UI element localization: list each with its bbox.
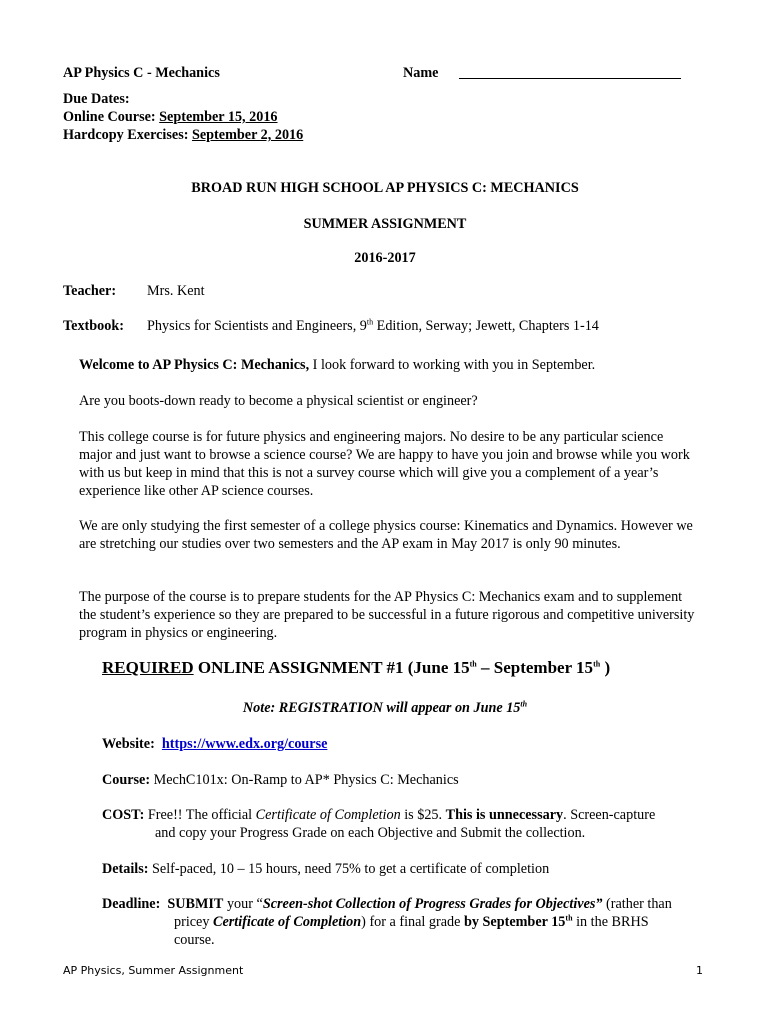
page-number: 1: [696, 964, 703, 977]
website-link[interactable]: https://www.edx.org/course: [161, 736, 328, 752]
course-value: MechC101x: On-Ramp to AP* Physics C: Mechanics: [150, 772, 459, 788]
school-title: BROAD RUN HIGH SCHOOL AP PHYSICS C: MECHANICS: [191, 180, 579, 196]
online-course-due: [63, 109, 278, 126]
deadline-text-a: your “: [223, 896, 263, 912]
deadline-date: by September 15: [463, 914, 566, 930]
teacher-name: Mrs. Kent: [147, 283, 205, 299]
deadline-text-d: in the BRHS: [572, 914, 649, 930]
deadline-row: [102, 896, 672, 913]
website-row: [102, 736, 327, 753]
course-row: [102, 772, 459, 789]
hardcopy-label: Hardcopy Exercises:: [63, 127, 189, 143]
hardcopy-due: [63, 127, 303, 144]
deadline-sup: th: [565, 913, 573, 923]
textbook-text-rest: Edition, Serway; Jewett, Chapters 1-14: [373, 318, 599, 334]
online-course-date: September 15, 2016: [159, 109, 278, 125]
online-course-label: Online Course:: [63, 109, 156, 125]
cost-certificate: Certificate of Completion: [255, 807, 401, 823]
cost-text-c: . Screen-capture: [563, 807, 656, 823]
details-row: [102, 861, 549, 878]
paragraph-3: We are only studying the first semester of a college physics course: Kinematics and Dynamics. However we are stretching our studies over two semesters and the AP exam in May 2017 is only 90 minutes.: [79, 518, 693, 552]
welcome-bold: Welcome to AP Physics C: Mechanics,: [79, 357, 310, 373]
school-year: 2016-2017: [354, 250, 416, 266]
website-label: Website:: [102, 736, 155, 752]
details-label: Details:: [102, 861, 149, 877]
deadline-certificate: Certificate of Completion: [213, 914, 362, 930]
paragraph-2: This college course is for future physics and engineering majors. No desire to be any particular science major and just want to browse a science course? We are happy to have you join and browse while you work with us but keep in mind that this is not a survey course which will give you a complement of a year’s experience like other AP science courses.: [79, 429, 690, 499]
heading-part-a: ONLINE ASSIGNMENT #1 (June 15: [193, 658, 470, 677]
hardcopy-date: September 2, 2016: [191, 127, 304, 143]
deadline-pricey: pricey: [174, 914, 213, 930]
footer-text: AP Physics, Summer Assignment: [63, 964, 244, 977]
cost-text-b: is $25.: [400, 807, 446, 823]
welcome-line: [79, 357, 595, 374]
deadline-text-c: ) for a final grade: [361, 914, 464, 930]
required-heading: [102, 658, 610, 678]
cost-text-a: Free!! The official: [144, 807, 256, 823]
course-label: Course:: [102, 772, 151, 788]
deadline-collection: Screen-shot Collection of Progress Grades for Objectives”: [262, 896, 603, 912]
deadline-line-3: course.: [174, 932, 215, 948]
deadline-line-2: [174, 914, 649, 931]
textbook-sup: th: [366, 317, 374, 327]
textbook-label: Textbook:: [63, 318, 124, 334]
assignment-title: SUMMER ASSIGNMENT: [303, 216, 467, 232]
cost-unnecessary: This is unnecessary: [445, 807, 564, 823]
due-dates-label: Due Dates:: [63, 91, 130, 107]
cost-line-2: and copy your Progress Grade on each Objective and Submit the collection.: [155, 825, 586, 841]
deadline-text-b: (rather than: [602, 896, 672, 912]
paragraph-4: The purpose of the course is to prepare students for the AP Physics C: Mechanics exam and to supplement the student’s experience so they are prepared to be successful in a future rigorous and competitive university program in physics or engineering.: [79, 589, 695, 641]
welcome-rest: I look forward to working with you in September.: [309, 357, 596, 373]
cost-row: [102, 807, 655, 824]
textbook-text: Physics for Scientists and Engineers, 9: [147, 318, 367, 334]
note-text: Note: REGISTRATION will appear on June 15: [242, 700, 521, 716]
heading-part-c: ): [600, 658, 611, 677]
heading-sup-1: th: [469, 659, 477, 669]
teacher-label: Teacher:: [63, 283, 117, 299]
details-value: Self-paced, 10 – 15 hours, need 75% to get a certificate of completion: [148, 861, 550, 877]
name-blank-line: [459, 78, 681, 79]
name-label: Name: [403, 65, 439, 81]
required-word: REQUIRED: [102, 658, 194, 677]
note-sup: th: [520, 699, 528, 709]
registration-note: [0, 700, 770, 717]
cost-label: COST:: [102, 807, 145, 823]
paragraph-1: Are you boots-down ready to become a physical scientist or engineer?: [79, 393, 478, 409]
heading-sup-2: th: [593, 659, 601, 669]
heading-part-b: – September 15: [476, 658, 594, 677]
deadline-label: Deadline:: [102, 896, 161, 912]
deadline-submit: SUBMIT: [167, 896, 224, 912]
course-title: AP Physics C - Mechanics: [63, 65, 220, 81]
textbook-value: [147, 318, 599, 335]
